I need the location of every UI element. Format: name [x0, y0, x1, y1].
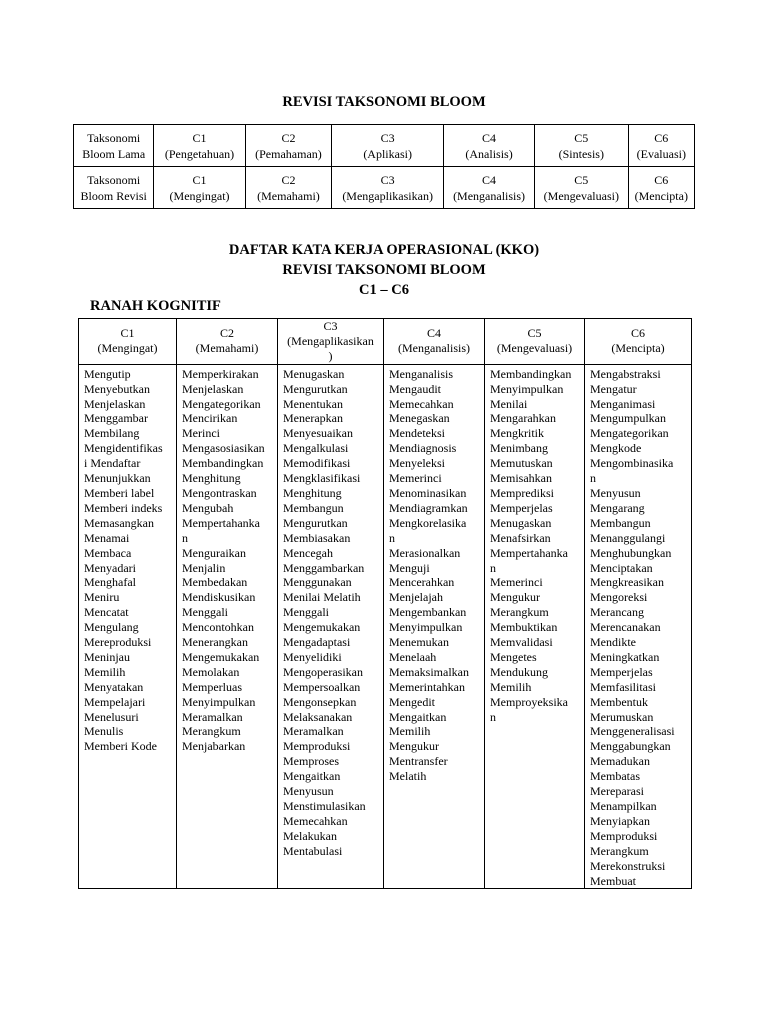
kko-verb: Mengabstraksi [590, 366, 661, 381]
kko-table [78, 318, 692, 889]
taxonomy-cell: C4 (Analisis) [444, 125, 535, 167]
kko-verb: Mendiagnosis [389, 441, 457, 456]
taxonomy-cell: C1 (Mengingat) [154, 167, 245, 209]
taxonomy-cell: C2 (Memahami) [245, 167, 332, 209]
kko-verb: Menegaskan [389, 411, 450, 426]
kko-verb: Mengurutkan [283, 515, 348, 530]
kko-verb: Merencanakan [590, 620, 661, 635]
kko-verb: Membedakan [182, 575, 248, 590]
kko-verb: Meramalkan [182, 709, 243, 724]
kko-verb: Mengkorelasika n [389, 515, 467, 545]
kko-verb: Mentransfer [389, 754, 448, 769]
kko-verb: Menyiapkan [590, 813, 650, 828]
kko-verb: Memperjelas [490, 500, 553, 515]
kko-verb: Meningkatkan [590, 649, 660, 664]
kko-verb-list [585, 364, 692, 889]
kko-verb: Mencatat [84, 605, 129, 620]
kko-verb: Menstimulasikan [283, 799, 366, 813]
kko-title-line2: REVISI TAKSONOMI BLOOM [282, 262, 486, 278]
kko-verb: Menguji [389, 560, 430, 575]
kko-verb: Menyimpulkan [490, 381, 564, 396]
kko-verb: Membandingkan [490, 366, 572, 381]
kko-verb: Memvalidasi [490, 635, 553, 650]
kko-verb: Mengkode [590, 441, 642, 456]
kko-verb: Memerinci [389, 471, 442, 486]
kko-verb: Melatih [389, 769, 427, 784]
kko-verb: Menjelaskan [182, 381, 244, 396]
kko-verb: Membatas [590, 769, 640, 784]
kko-verb: Membuat [590, 873, 636, 888]
taxonomy-cell: C2 (Pemahaman) [245, 125, 332, 167]
kko-verb: Mengutip [84, 366, 131, 381]
kko-column-header: C6 (Mencipta) [585, 319, 692, 365]
kko-verb: Mengonsepkan [283, 694, 357, 709]
kko-verb: Memadukan [590, 754, 650, 769]
kko-verb: Menciptakan [590, 560, 653, 575]
kko-column-header: C1 (Mengingat) [79, 319, 177, 365]
kko-verb: Memproses [283, 754, 339, 769]
kko-verb: Memolakan [182, 664, 240, 679]
kko-verb: Menilai Melatih [283, 590, 361, 605]
kko-verb: Meramalkan [283, 724, 344, 739]
kko-verb: Memberi indeks [84, 500, 163, 515]
kko-verb: Menampilkan [590, 799, 657, 813]
kko-verb: Menyusun [590, 485, 641, 500]
kko-verb: Menganalisis [389, 366, 453, 381]
kko-verb: Menugaskan [283, 366, 345, 381]
kko-title-line3: C1 – C6 [359, 282, 409, 298]
kko-verb: Memecahkan [389, 396, 454, 411]
kko-verb: Menghafal [84, 575, 136, 590]
kko-verb: Memperluas [182, 679, 242, 694]
kko-verb: Merancang [590, 605, 644, 620]
kko-verb: Mengontraskan [182, 485, 257, 500]
taxonomy-cell: C5 (Sintesis) [535, 125, 629, 167]
kko-verb: Mengombinasika n [590, 456, 674, 486]
kko-verb: Mengkreasikan [590, 575, 664, 590]
kko-verb-list [278, 364, 384, 889]
kko-verb: Membangun [590, 515, 651, 530]
kko-verb: Menyeleksi [389, 456, 445, 471]
kko-verb: Memberi label [84, 485, 155, 500]
kko-verb: Memperjelas [590, 664, 653, 679]
kko-verb: Mengurutkan [283, 381, 348, 396]
kko-verb: Melaksanakan [283, 709, 353, 724]
kko-verb: Menemukan [389, 635, 449, 650]
taxonomy-cell: C1 (Pengetahuan) [154, 125, 245, 167]
kko-column-header: C5 (Mengevaluasi) [485, 319, 585, 365]
kko-verb: Menerapkan [283, 411, 343, 426]
kko-verb: Memilih [389, 724, 431, 739]
kko-verb: Mempersoalkan [283, 679, 361, 694]
kko-verb: Membaca [84, 545, 132, 560]
kko-verb: Menjelaskan [84, 396, 146, 411]
taxonomy-row [74, 167, 695, 209]
kko-verb: Menanggulangi [590, 530, 666, 545]
kko-verb: Mengukur [389, 739, 439, 754]
kko-verb: Menyadari [84, 560, 136, 575]
kko-verb: Memperkirakan [182, 366, 259, 381]
kko-verb: Merangkum [490, 605, 549, 620]
kko-verb: Mengaudit [389, 381, 441, 396]
kko-verb: Menyimpulkan [389, 620, 463, 635]
kko-verb: Menjabarkan [182, 739, 246, 754]
kko-verb: Memerintahkan [389, 679, 465, 694]
kko-verb: Menggabungkan [590, 739, 671, 754]
kko-verb: Mengoperasikan [283, 664, 363, 679]
kko-verb: Mengedit [389, 694, 435, 709]
kko-verb: Mengklasifikasi [283, 471, 361, 486]
kko-verb: Mendukung [490, 664, 548, 679]
kko-column-header: C4 (Menganalisis) [384, 319, 485, 365]
kko-verb: Mendiskusikan [182, 590, 256, 605]
kko-verb: Mengoreksi [590, 590, 648, 605]
kko-verb: Mengembankan [389, 605, 467, 620]
kko-verb: Menggunakan [283, 575, 352, 590]
kko-verb: Mengemukakan [283, 620, 361, 635]
kko-verb: Mencerahkan [389, 575, 455, 590]
taxonomy-cell: C5 (Mengevaluasi) [535, 167, 629, 209]
kko-verb: Menggambar [84, 411, 148, 426]
kko-verb: Menelusuri [84, 709, 139, 724]
kko-verb: Memberi Kode [84, 739, 157, 754]
kko-verb: Mengulang [84, 620, 139, 635]
kko-verb: Menjelajah [389, 590, 443, 605]
taxonomy-row-label: Taksonomi Bloom Revisi [74, 167, 154, 209]
kko-verb: Meninjau [84, 649, 130, 664]
kko-verb: Memproduksi [590, 828, 658, 843]
kko-verb-list [485, 364, 585, 889]
page-title: REVISI TAKSONOMI BLOOM [282, 94, 486, 110]
kko-verb: Menunjukkan [84, 471, 151, 486]
kko-verb: Menjalin [182, 560, 226, 575]
kko-verb: Memerinci [490, 575, 543, 590]
taxonomy-cell: C6 (Evaluasi) [628, 125, 694, 167]
kko-verb: Menyelidiki [283, 649, 342, 664]
kko-verb: Memisahkan [490, 471, 552, 486]
kko-verb: Mempertahanka n [182, 515, 260, 545]
kko-verb: Meniru [84, 590, 120, 605]
kko-verb: Merangkum [182, 724, 241, 739]
kko-verb: Mereparasi [590, 784, 644, 799]
kko-verb-list [177, 364, 278, 889]
kko-verb: Menafsirkan [490, 530, 551, 545]
kko-verb: Membilang [84, 426, 140, 441]
kko-verb: Memecahkan [283, 813, 348, 828]
kko-verb: Mengkritik [490, 426, 544, 441]
kko-verb: Menggali [283, 605, 329, 620]
kko-verb: Mengukur [490, 590, 540, 605]
kko-verb: Merasionalkan [389, 545, 461, 560]
kko-verb: Memfasilitasi [590, 679, 656, 694]
kko-verb: Memasangkan [84, 515, 154, 530]
kko-verb: Mempertahanka n [490, 545, 568, 575]
kko-verb: Mentabulasi [283, 843, 343, 858]
taxonomy-row [74, 125, 695, 167]
kko-verb: Mengumpulkan [590, 411, 666, 426]
kko-verb: Menggeneralisasi [590, 724, 675, 739]
kko-verb: Mempelajari [84, 694, 146, 709]
kko-verb: Mengemukakan [182, 649, 260, 664]
kko-verb-list [79, 364, 177, 889]
kko-verb: Mengategorikan [182, 396, 261, 411]
kko-verb: Memprediksi [490, 485, 554, 500]
kko-verb: Menerangkan [182, 635, 248, 650]
kko-verb: Memproduksi [283, 739, 351, 754]
kko-verb: Memilih [84, 664, 126, 679]
kko-verb: Merumuskan [590, 709, 654, 724]
kko-verb: Mengatur [590, 381, 637, 396]
kko-verb: Mengarahkan [490, 411, 556, 426]
kko-verb: Memilih [490, 679, 532, 694]
kko-verb: Mengasosiasikan [182, 441, 265, 456]
taxonomy-cell: C6 (Mencipta) [628, 167, 694, 209]
kko-verb: Menulis [84, 724, 124, 739]
kko-verb: Menelaah [389, 649, 437, 664]
kko-verb: Mengadaptasi [283, 635, 351, 650]
kko-verb: Memproyeksika n [490, 694, 568, 724]
kko-verb: Mereproduksi [84, 635, 152, 650]
kko-verb: Menimbang [490, 441, 548, 456]
kko-verb: Membiasakan [283, 530, 351, 545]
kko-verb: Menyebutkan [84, 381, 150, 396]
kko-verb: Menilai [490, 396, 528, 411]
kko-column-header: C2 (Memahami) [177, 319, 278, 365]
kko-verb: Menyusun [283, 784, 334, 799]
kko-verb: Merinci [182, 426, 220, 441]
kko-verb: Mencirikan [182, 411, 238, 426]
kko-verb: Menyimpulkan [182, 694, 256, 709]
kko-verb: Mencontohkan [182, 620, 254, 635]
kko-verb: Melakukan [283, 828, 337, 843]
taxonomy-cell: C3 (Aplikasi) [332, 125, 444, 167]
kko-verb: Menamai [84, 530, 130, 545]
kko-title-line1: DAFTAR KATA KERJA OPERASIONAL (KKO) [228, 242, 540, 258]
kko-verb: Memaksimalkan [389, 664, 469, 679]
kko-verb: Menyesuaikan [283, 426, 353, 441]
kko-verb: Membuktikan [490, 620, 558, 635]
kko-verb: Mengidentifikas i Mendaftar [84, 441, 163, 471]
kko-verb: Membandingkan [182, 456, 264, 471]
kko-verb: Mendikte [590, 635, 636, 650]
kko-verb: Mengubah [182, 500, 234, 515]
kko-verb: Mengaitkan [389, 709, 447, 724]
kko-verb: Merekonstruksi [590, 858, 666, 873]
kko-column-header: C3 (Mengaplikasikan ) [278, 319, 384, 365]
kko-verb-list [384, 364, 485, 889]
kko-verb: Menganimasi [590, 396, 656, 411]
kko-verb: Membentuk [590, 694, 648, 709]
kko-verb: Mengarang [590, 500, 645, 515]
taxonomy-cell: C3 (Mengaplikasikan) [332, 167, 444, 209]
kko-verb: Menguraikan [182, 545, 246, 560]
kko-verb: Mengetes [490, 649, 537, 664]
taxonomy-comparison-table [73, 124, 695, 209]
kko-verb: Mengaitkan [283, 769, 341, 784]
kko-verb: Membangun [283, 500, 344, 515]
kko-verb: Memodifikasi [283, 456, 351, 471]
taxonomy-cell: C4 (Menganalisis) [444, 167, 535, 209]
kko-verb: Menghitung [283, 485, 342, 500]
kko-verb: Mencegah [283, 545, 333, 560]
kko-verb: Mendiagramkan [389, 500, 468, 515]
kko-verb: Mendeteksi [389, 426, 445, 441]
kko-verb: Memutuskan [490, 456, 553, 471]
kko-verb: Menghubungkan [590, 545, 672, 560]
kko-title [0, 240, 768, 300]
kko-verb: Menominasikan [389, 485, 467, 500]
kko-verb: Menghitung [182, 471, 241, 486]
kko-verb: Menyatakan [84, 679, 144, 694]
kko-verb: Menggali [182, 605, 228, 620]
kko-verb: Menugaskan [490, 515, 552, 530]
kko-verb: Merangkum [590, 843, 649, 858]
kko-verb: Mengalkulasi [283, 441, 349, 456]
taxonomy-row-label: Taksonomi Bloom Lama [74, 125, 154, 167]
kko-verb: Menggambarkan [283, 560, 365, 575]
section-heading-ranah-kognitif: RANAH KOGNITIF [90, 298, 221, 314]
kko-verb: Mengategorikan [590, 426, 669, 441]
kko-verb: Menentukan [283, 396, 343, 411]
